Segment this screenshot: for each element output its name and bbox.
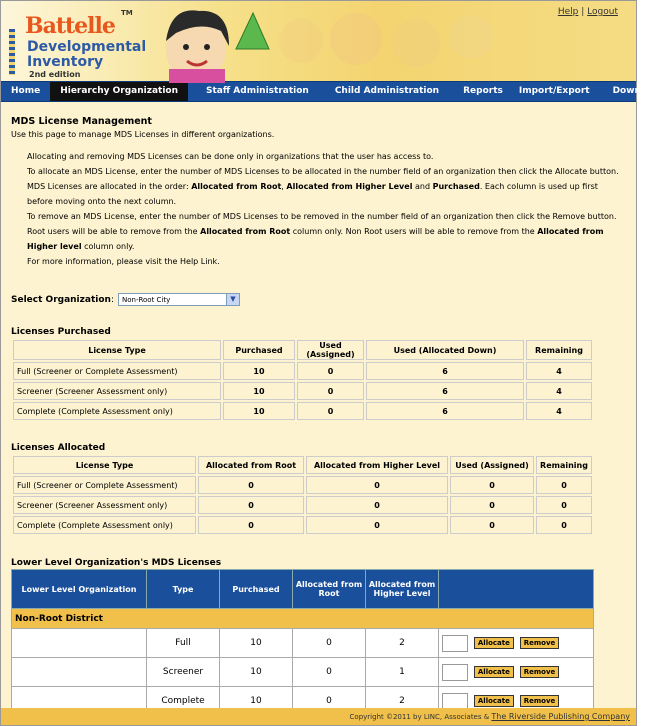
- quantity-input[interactable]: [442, 664, 468, 681]
- licenses-purchased-table: [11, 338, 594, 422]
- instructions: [27, 149, 626, 269]
- header-banner: [1, 1, 636, 81]
- page-title: MDS License Management: [11, 116, 152, 127]
- column-header: Allocated from Root: [198, 456, 304, 474]
- battelle-logo: [9, 7, 147, 79]
- org-name: Non-Root District: [12, 609, 594, 629]
- column-header: Allocated from Higher Level: [306, 456, 448, 474]
- riverside-link[interactable]: The Riverside Publishing Company: [491, 712, 630, 721]
- table-row: Complete 10 0 2 Allocate Remove: [12, 687, 594, 716]
- instruction-access: Allocating and removing MDS Licenses can be done only in organizations that the user has access to.: [27, 152, 434, 161]
- instruction-allocate: To allocate an MDS License, enter the number of MDS Licenses to be allocated in the number field of an organization then click the Allocate button. MDS Licenses are allocated in the order: Allocated from Root, Allocated from Higher Level and Purchased. Each column is used up first before moving onto the next column.: [27, 167, 619, 206]
- select-organization-label: Select Organization: [11, 294, 111, 305]
- column-header: Used (Allocated Down): [366, 340, 524, 360]
- table-row: Complete (Complete Assessment only) 10 0 6 4: [13, 402, 592, 420]
- column-header: [439, 570, 594, 609]
- column-header: License Type: [13, 456, 196, 474]
- ruler-graphic: [9, 29, 15, 75]
- column-header: Remaining: [536, 456, 592, 474]
- column-header: Purchased: [220, 570, 293, 609]
- licenses-allocated-heading: Licenses Allocated: [11, 443, 106, 453]
- lower-level-table: [11, 569, 594, 716]
- nav-download[interactable]: Download: [612, 86, 663, 96]
- logo-word-battelle: Battelle: [25, 13, 115, 39]
- main-content: [1, 116, 636, 716]
- lower-level-heading: Lower Level Organization's MDS Licenses: [11, 558, 222, 568]
- remove-button[interactable]: Remove: [520, 695, 560, 707]
- logout-link[interactable]: Logout: [587, 7, 618, 17]
- logo-word-developmental: Developmental: [27, 39, 147, 55]
- footer: [1, 708, 636, 725]
- organization-selector: Select Organization : Non-Root City ▼: [11, 293, 626, 306]
- copyright-text: Copyright ©2011 by LINC, Associates &: [349, 713, 492, 721]
- allocate-button[interactable]: Allocate: [474, 666, 514, 678]
- column-header: Remaining: [526, 340, 592, 360]
- nav-home[interactable]: Home: [11, 86, 41, 96]
- help-link[interactable]: Help: [557, 7, 579, 17]
- column-header: Allocated from Root: [293, 570, 366, 609]
- allocate-button[interactable]: Allocate: [474, 637, 514, 649]
- column-header: Used (Assigned): [450, 456, 534, 474]
- top-links: [558, 7, 618, 17]
- org-row: [12, 609, 594, 629]
- allocate-button[interactable]: Allocate: [474, 695, 514, 707]
- column-header: License Type: [13, 340, 221, 360]
- trademark: TM: [121, 9, 133, 17]
- nav-reports[interactable]: Reports: [463, 86, 503, 96]
- column-header: Used (Assigned): [297, 340, 364, 360]
- main-nav: [1, 81, 663, 102]
- column-header: Type: [147, 570, 220, 609]
- licenses-purchased-heading: Licenses Purchased: [11, 327, 111, 337]
- table-row: Screener 10 0 1 Allocate Remove: [12, 658, 594, 687]
- licenses-allocated-table: [11, 454, 594, 536]
- remove-button[interactable]: Remove: [520, 666, 560, 678]
- column-header: Allocated from Higher Level: [366, 570, 439, 609]
- column-header: Lower Level Organization: [12, 570, 147, 609]
- instruction-help: For more information, please visit the Help Link.: [27, 257, 220, 266]
- organization-select-value: Non-Root City: [121, 296, 171, 304]
- instruction-remove: To remove an MDS License, enter the number of MDS Licenses to be removed in the number field of an organization then click the Remove button. Root users will be able to remove from the Allocated from Root column only. Non Root users will be able to remove from the Allocated from Higher level column only.: [27, 212, 617, 251]
- page-subtitle: Use this page to manage MDS Licenses in different organizations.: [11, 130, 275, 139]
- nav-hierarchy-organization[interactable]: Hierarchy Organization: [50, 82, 188, 101]
- table-row: Full 10 0 2 Allocate Remove: [12, 629, 594, 658]
- organization-select[interactable]: [118, 293, 240, 306]
- children-illustration: [141, 1, 521, 81]
- quantity-input[interactable]: [442, 693, 468, 710]
- table-row: Full (Screener or Complete Assessment) 0 0 0 0: [13, 476, 592, 494]
- logo-edition: 2nd edition: [29, 70, 81, 79]
- nav-staff-administration[interactable]: Staff Administration: [206, 86, 309, 96]
- link-separator: |: [581, 7, 585, 17]
- quantity-input[interactable]: [442, 635, 468, 652]
- table-row: Complete (Complete Assessment only) 0 0 0 0: [13, 516, 592, 534]
- table-row: Full (Screener or Complete Assessment) 10 0 6 4: [13, 362, 592, 380]
- table-row: Screener (Screener Assessment only) 0 0 0 0: [13, 496, 592, 514]
- chevron-down-icon[interactable]: ▼: [226, 294, 239, 305]
- remove-button[interactable]: Remove: [520, 637, 560, 649]
- nav-child-administration[interactable]: Child Administration: [334, 86, 440, 96]
- nav-import-export[interactable]: Import/Export: [518, 86, 590, 96]
- column-header: Purchased: [223, 340, 295, 360]
- table-row: Screener (Screener Assessment only) 10 0 6 4: [13, 382, 592, 400]
- logo-word-inventory: Inventory: [27, 54, 104, 70]
